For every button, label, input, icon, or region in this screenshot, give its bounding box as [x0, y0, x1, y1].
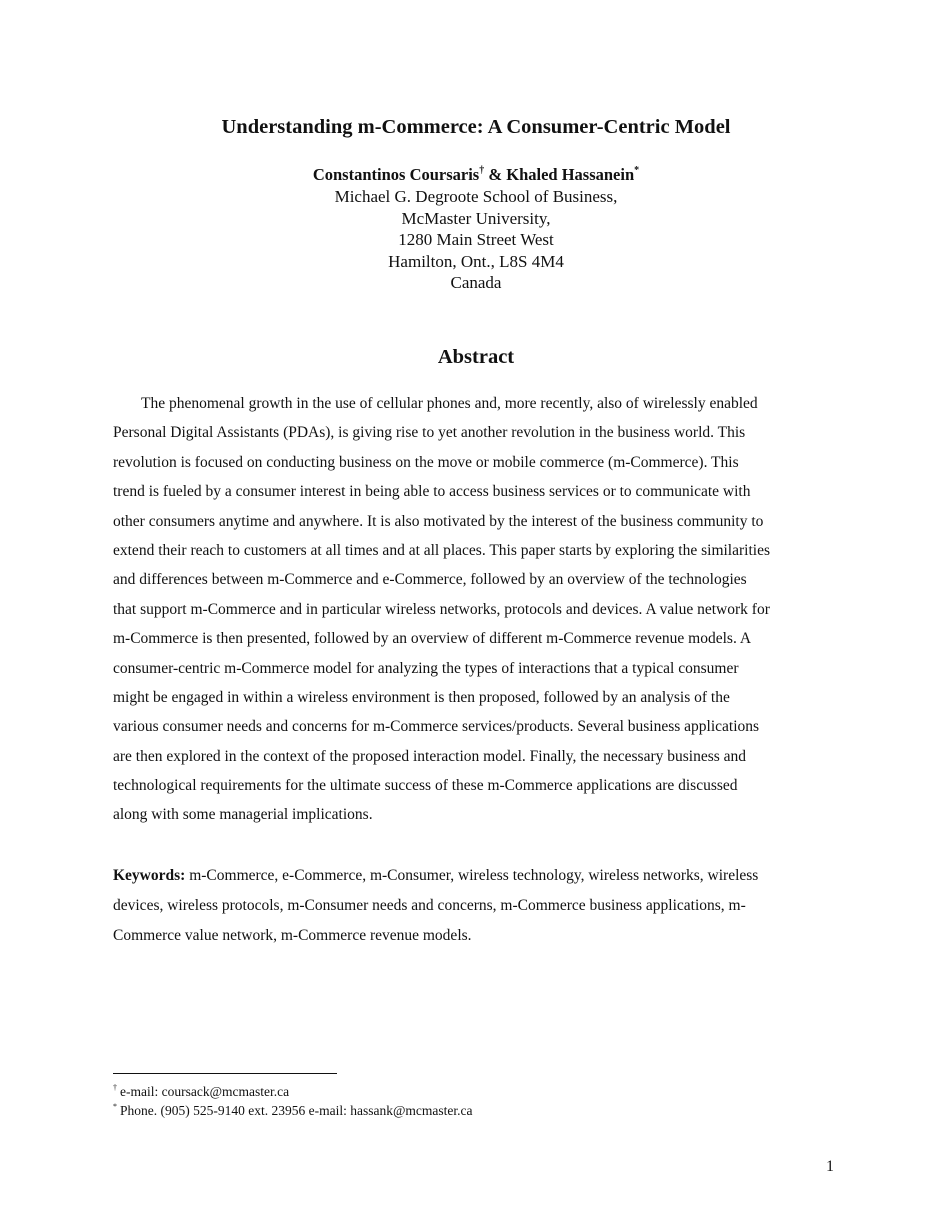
abstract-heading: Abstract — [437, 346, 515, 368]
abstract-line: might be engaged in within a wireless environment is then proposed, followed by an analysis of the — [113, 688, 730, 706]
abstract-line: technological requirements for the ultimate success of these m-Commerce applications are discussed — [113, 777, 738, 795]
footnote-divider — [113, 1073, 337, 1074]
abstract-line: and differences between m-Commerce and e-Commerce, followed by an overview of the technologies — [113, 571, 747, 589]
abstract-line: other consumers anytime and anywhere. It is also motivated by the interest of the business community to — [113, 512, 764, 530]
abstract-line: are then explored in the context of the proposed interaction model. Finally, the necessary business and — [113, 747, 747, 765]
affiliation-line: 1280 Main Street West — [398, 230, 554, 250]
keywords-text: m-Commerce, e-Commerce, m-Consumer, wireless technology, wireless networks, wireless — [189, 867, 759, 884]
affiliation-line: Michael G. Degroote School of Business, — [334, 187, 618, 206]
abstract-line: The phenomenal growth in the use of cellular phones and, more recently, also of wirelessly enabled — [141, 395, 758, 412]
abstract-line: Personal Digital Assistants (PDAs), is giving rise to yet another revolution in the business world. This — [113, 424, 746, 442]
affiliation-line: McMaster University, — [401, 208, 551, 228]
footnotes — [113, 1082, 472, 1120]
keywords-line: Commerce value network, m-Commerce revenue models. — [113, 927, 472, 944]
footnote-mark: † — [479, 165, 485, 176]
paper-title: Understanding m-Commerce: A Consumer-Centric Model — [221, 116, 731, 138]
abstract-line: extend their reach to customers at all times and at all places. This paper starts by exploring the similarities — [113, 541, 770, 559]
abstract-line: various consumer needs and concerns for m-Commerce services/products. Several business applications — [113, 718, 760, 736]
abstract-line: trend is fueled by a consumer interest in being able to access business services or to communicate with — [113, 483, 751, 501]
affiliation-block — [0, 186, 952, 294]
keywords-line — [113, 861, 840, 891]
affiliation-line: Canada — [450, 273, 502, 293]
affiliation-line: Hamilton, Ont., L8S 4M4 — [388, 251, 564, 271]
keywords-block — [113, 861, 840, 951]
abstract-line: along with some managerial implications. — [113, 806, 373, 824]
author-line — [0, 164, 952, 186]
abstract-line: that support m-Commerce and in particular wireless networks, protocols and devices. A value network for — [113, 600, 770, 618]
footnote — [113, 1101, 472, 1120]
keywords-label: Keywords: — [113, 867, 186, 884]
abstract-line: consumer-centric m-Commerce model for analyzing the types of interactions that a typical consumer — [113, 659, 739, 677]
footnote-text: e-mail: coursack@mcmaster.ca — [120, 1084, 290, 1099]
abstract-body — [113, 389, 840, 830]
author-name: Khaled Hassanein — [506, 165, 635, 184]
keywords-line: devices, wireless protocols, m-Consumer needs and concerns, m-Commerce business applications, m- — [113, 897, 746, 914]
abstract-line: revolution is focused on conducting business on the move or mobile commerce (m-Commerce). This — [113, 453, 739, 471]
footnote-mark: † — [113, 1083, 117, 1092]
footnote-mark: * — [634, 165, 640, 176]
author-name: Constantinos Coursaris — [312, 165, 480, 184]
footnote-text: Phone. (905) 525-9140 ext. 23956 e-mail: hassank@mcmaster.ca — [120, 1103, 473, 1118]
footnote-mark: * — [113, 1102, 117, 1111]
author-conjunction: & — [488, 165, 503, 184]
page-number: 1 — [826, 1158, 834, 1175]
abstract-line: m-Commerce is then presented, followed by an overview of different m-Commerce revenue models. A — [113, 630, 752, 648]
footnote — [113, 1082, 472, 1101]
